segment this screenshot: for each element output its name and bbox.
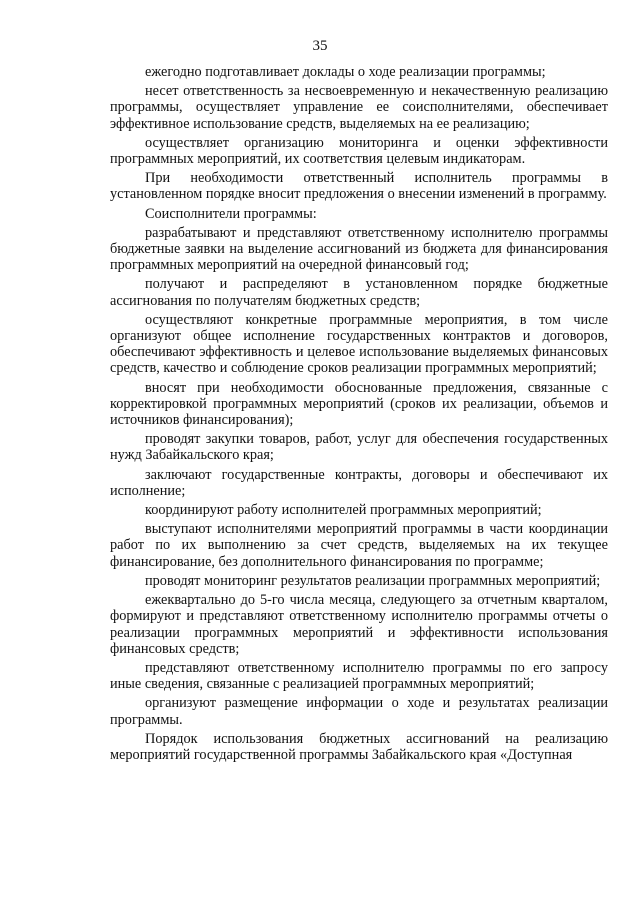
paragraph-16: представляют ответственному исполнителю программы по его запросу иные сведения, связанные с реализацией программных мероприятий; [110,659,608,693]
paragraph-9: вносят при необходимости обоснованные предложения, связанные с корректировкой программных мероприятий (сроков их реализации, объемов и источников финансирования); [110,379,608,429]
paragraph-12: координируют работу исполнителей программных мероприятий; [145,502,542,519]
paragraph-4: При необходимости ответственный исполнитель программы в установленном порядке вносит предложения о внесении изменений в программу. [110,170,608,203]
paragraph-17: организуют размещение информации о ходе и результатах реализации программы. [110,695,608,728]
paragraph-13: выступают исполнителями мероприятий программы в части координации работ по их выполнению за счет средств, выделяемых на их текущее финансирование, без дополнительного финансирования по программе; [110,521,608,570]
paragraph-11: заключают государственные контракты, договоры и обеспечивают их исполнение; [110,466,608,499]
paragraph-1: ежегодно подготавливает доклады о ходе реализации программы; [145,64,546,80]
page-number: 35 [312,38,328,54]
document-body [110,64,608,763]
paragraph-6: разрабатывают и представляют ответственному исполнителю программы бюджетные заявки на выделение ассигнований из бюджета для финансирования программных мероприятий на очередной финансовый год; [110,224,608,274]
paragraph-8: осуществляют конкретные программные мероприятия, в том числе организуют общее исполнение государственных контрактов и договоров, обеспечивают эффективность и целевое использование выделяемых финансовых средств, качество и соблюдение сроков реализации программных мероприятий; [110,311,608,377]
paragraph-3: осуществляет организацию мониторинга и оценки эффективности программных мероприятий, их соответствия целевым индикаторам. [110,134,608,168]
paragraph-2: несет ответственность за несвоевременную и некачественную реализацию программы, осуществляет управление ее соисполнителями, обеспечивает эффективное использование средств, выделяемых на ее реализацию; [110,83,608,132]
paragraph-15: ежеквартально до 5-го числа месяца, следующего за отчетным кварталом, формируют и представляют ответственному исполнителю программы отчеты о реализации программных мероприятий и эффективности использования финансовых средств; [110,592,608,657]
paragraph-10: проводят закупки товаров, работ, услуг для обеспечения государственных нужд Забайкальского края; [110,431,608,464]
paragraph-14: проводят мониторинг результатов реализации программных мероприятий; [145,572,601,589]
paragraph-5: Соисполнители программы: [145,205,317,222]
paragraph-7: получают и распределяют в установленном порядке бюджетные ассигнования по получателям бюджетных средств; [110,276,608,309]
paragraph-18: Порядок использования бюджетных ассигнований на реализацию мероприятий государственной программы Забайкальского края «Доступная [110,730,608,763]
